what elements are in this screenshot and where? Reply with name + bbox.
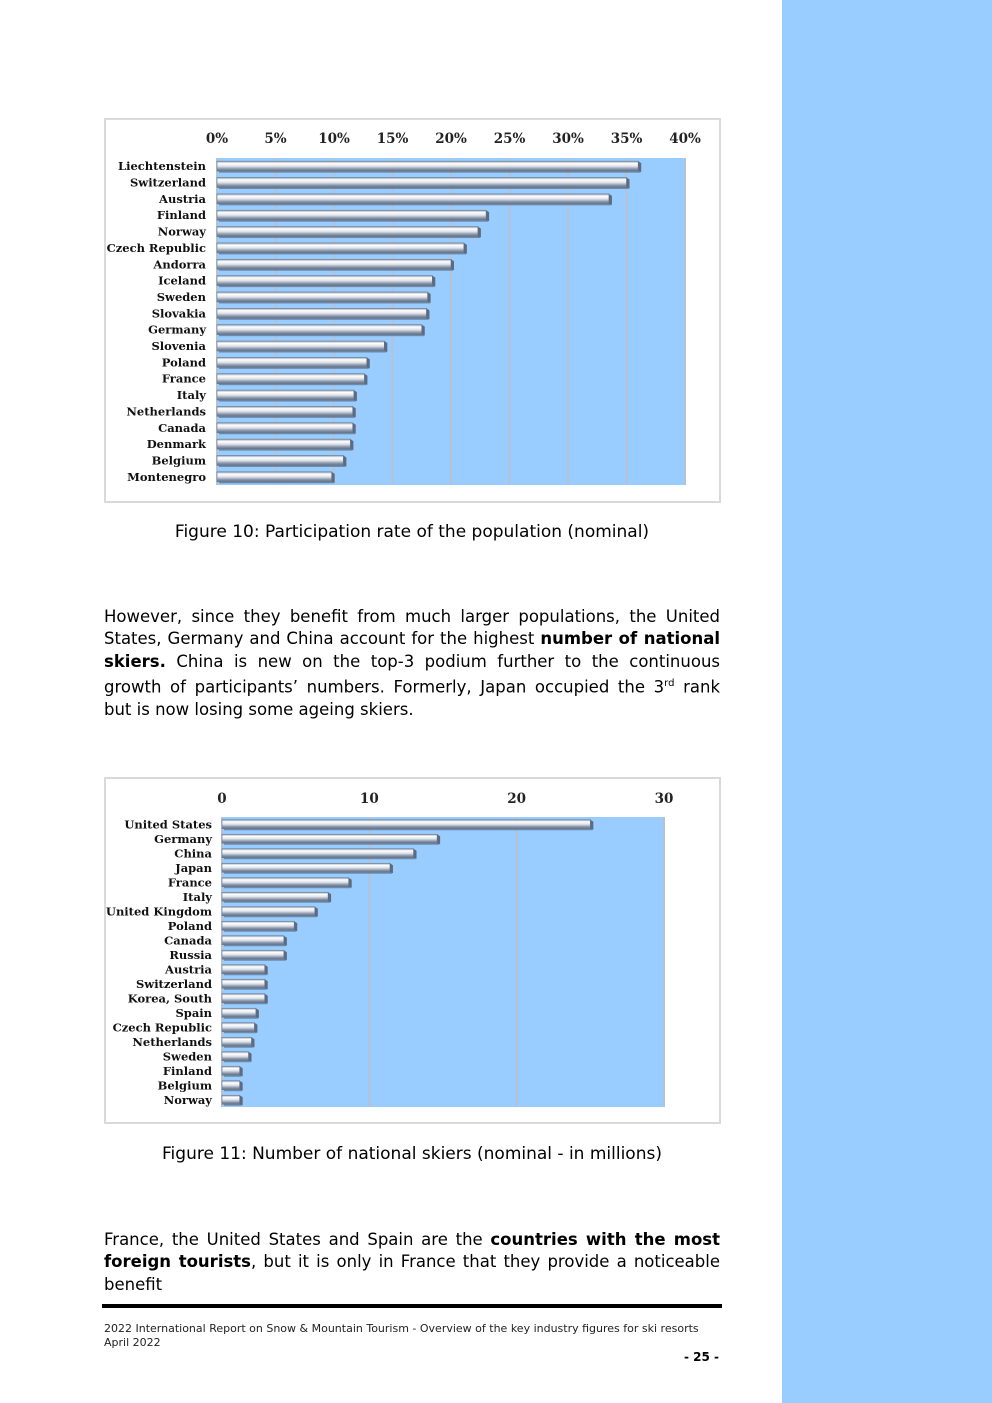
bar-finland: [222, 1066, 240, 1075]
paragraph-1-text-c: rank but is now losing some ageing skiers.: [104, 677, 720, 719]
bar-slovenia: [217, 341, 384, 351]
category-label-italy: Italy: [176, 388, 206, 403]
category-label-poland: Poland: [161, 355, 206, 370]
category-label-montenegro: Montenegro: [127, 469, 206, 484]
x-tick-label: 30: [654, 791, 674, 807]
x-tick-label: 35%: [610, 131, 643, 147]
bar-switzerland: [217, 178, 627, 188]
bar-belgium: [222, 1081, 240, 1090]
bar-netherlands: [222, 1037, 251, 1046]
chart-national-skiers: [104, 777, 721, 1124]
category-label-czech-republic: Czech Republic: [112, 1020, 212, 1035]
bar-austria: [222, 965, 265, 974]
bar-germany: [217, 325, 422, 335]
paragraph-2-text-b: , but it is only in France that they provide a noticeable benefit: [104, 1252, 720, 1294]
category-label-austria: Austria: [159, 191, 206, 206]
paragraph-foreign-tourists: [104, 1229, 720, 1296]
bar-sweden: [222, 1052, 249, 1061]
category-label-belgium: Belgium: [151, 453, 206, 468]
category-label-slovenia: Slovenia: [151, 339, 206, 354]
category-label-netherlands: Netherlands: [126, 404, 206, 419]
category-label-japan: Japan: [175, 860, 212, 875]
bar-iceland: [217, 276, 432, 286]
bar-norway: [217, 227, 478, 237]
bar-montenegro: [217, 472, 332, 482]
bar-netherlands: [217, 406, 353, 416]
bar-czech-republic: [217, 243, 464, 253]
category-label-finland: Finland: [162, 1063, 212, 1078]
paragraph-national-skiers: [104, 606, 720, 721]
paragraph-2-text-a: France, the United States and Spain are the: [104, 1230, 491, 1249]
bar-united-states: [222, 820, 590, 829]
category-label-china: China: [174, 846, 212, 861]
category-label-canada: Canada: [158, 420, 206, 435]
category-label-russia: Russia: [169, 947, 212, 962]
category-label-switzerland: Switzerland: [135, 976, 212, 991]
x-tick-label: 10%: [318, 131, 350, 147]
bar-liechtenstein: [217, 161, 638, 171]
figure-10-caption: Figure 10: Participation rate of the population (nominal): [174, 522, 650, 542]
bar-china: [222, 849, 414, 858]
chart-participation-rate: [104, 118, 721, 503]
category-label-united-states: United States: [124, 817, 212, 832]
category-label-switzerland: Switzerland: [129, 175, 206, 190]
x-tick-label: 10: [359, 791, 379, 807]
bar-norway: [222, 1095, 240, 1104]
category-label-netherlands: Netherlands: [132, 1034, 212, 1049]
bar-andorra: [217, 259, 451, 269]
bar-canada: [222, 936, 284, 945]
bar-france: [217, 374, 364, 384]
category-label-czech-republic: Czech Republic: [106, 240, 206, 255]
category-label-sweden: Sweden: [162, 1049, 212, 1064]
x-tick-label: 25%: [493, 131, 526, 147]
category-label-korea-south: Korea, South: [127, 991, 212, 1006]
chart-participation-rate-svg: [106, 120, 723, 505]
paragraph-1-text-b: China is new on the top-3 podium further to the continuous growth of participants’ numbers. Formerly, Japan occupied the 3: [104, 651, 720, 697]
x-tick-label: 0: [217, 791, 227, 807]
chart-national-skiers-svg: [106, 779, 723, 1126]
category-label-norway: Norway: [157, 224, 206, 239]
x-tick-label: 20%: [435, 131, 467, 147]
footer-date: April 2022: [104, 1336, 161, 1349]
category-label-italy: Italy: [182, 889, 212, 904]
side-color-band: [782, 0, 992, 1403]
category-label-austria: Austria: [165, 962, 212, 977]
paragraph-2-bold: countries with the most foreign tourists: [104, 1230, 720, 1272]
x-tick-label: 0%: [205, 131, 229, 147]
bar-poland: [222, 921, 294, 930]
x-tick-label: 5%: [264, 131, 287, 147]
page-number: - 25 -: [683, 1350, 719, 1364]
category-label-sweden: Sweden: [156, 289, 206, 304]
bar-canada: [217, 423, 353, 433]
bar-korea-south: [222, 994, 265, 1003]
x-tick-label: 40%: [669, 131, 701, 147]
paragraph-1-bold: number of national skiers.: [104, 629, 720, 671]
bar-france: [222, 878, 349, 887]
category-label-andorra: Andorra: [153, 257, 206, 272]
category-label-slovakia: Slovakia: [151, 306, 206, 321]
bar-italy: [217, 390, 354, 400]
bar-switzerland: [222, 979, 265, 988]
x-tick-label: 15%: [376, 131, 409, 147]
category-label-finland: Finland: [156, 208, 206, 223]
bar-united-kingdom: [222, 907, 315, 916]
figure-11-caption: Figure 11: Number of national skiers (nominal - in millions): [162, 1144, 662, 1164]
category-label-canada: Canada: [164, 933, 212, 948]
paragraph-1-sup: rd: [664, 677, 675, 689]
bar-germany: [222, 834, 437, 843]
bar-japan: [222, 863, 390, 872]
bar-italy: [222, 892, 328, 901]
category-label-iceland: Iceland: [158, 273, 206, 288]
bar-poland: [217, 357, 367, 367]
footer-report-title: 2022 International Report on Snow & Mountain Tourism - Overview of the key industry figures for ski resorts: [104, 1322, 699, 1335]
category-label-germany: Germany: [148, 322, 206, 337]
footer-rule: [102, 1304, 722, 1308]
bar-slovakia: [217, 308, 426, 318]
bar-austria: [217, 194, 609, 204]
bar-russia: [222, 950, 284, 959]
category-label-poland: Poland: [167, 918, 212, 933]
paragraph-1-text-a: However, since they benefit from much larger populations, the United States, Germany and China account for the highest: [104, 607, 720, 649]
category-label-france: France: [167, 875, 212, 890]
bar-denmark: [217, 439, 350, 449]
x-tick-label: 30%: [552, 131, 584, 147]
bar-spain: [222, 1008, 256, 1017]
bar-finland: [217, 210, 486, 220]
category-label-norway: Norway: [163, 1092, 212, 1107]
bar-czech-republic: [222, 1023, 254, 1032]
bar-belgium: [217, 455, 343, 465]
category-label-liechtenstein: Liechtenstein: [118, 159, 206, 174]
category-label-spain: Spain: [175, 1005, 212, 1020]
category-label-denmark: Denmark: [146, 437, 206, 452]
category-label-united-kingdom: United Kingdom: [106, 904, 212, 919]
category-label-belgium: Belgium: [157, 1078, 212, 1093]
category-label-germany: Germany: [154, 831, 212, 846]
x-tick-label: 20: [507, 791, 527, 807]
bar-sweden: [217, 292, 428, 302]
category-label-france: France: [161, 371, 206, 386]
plot-area: [222, 817, 664, 1107]
